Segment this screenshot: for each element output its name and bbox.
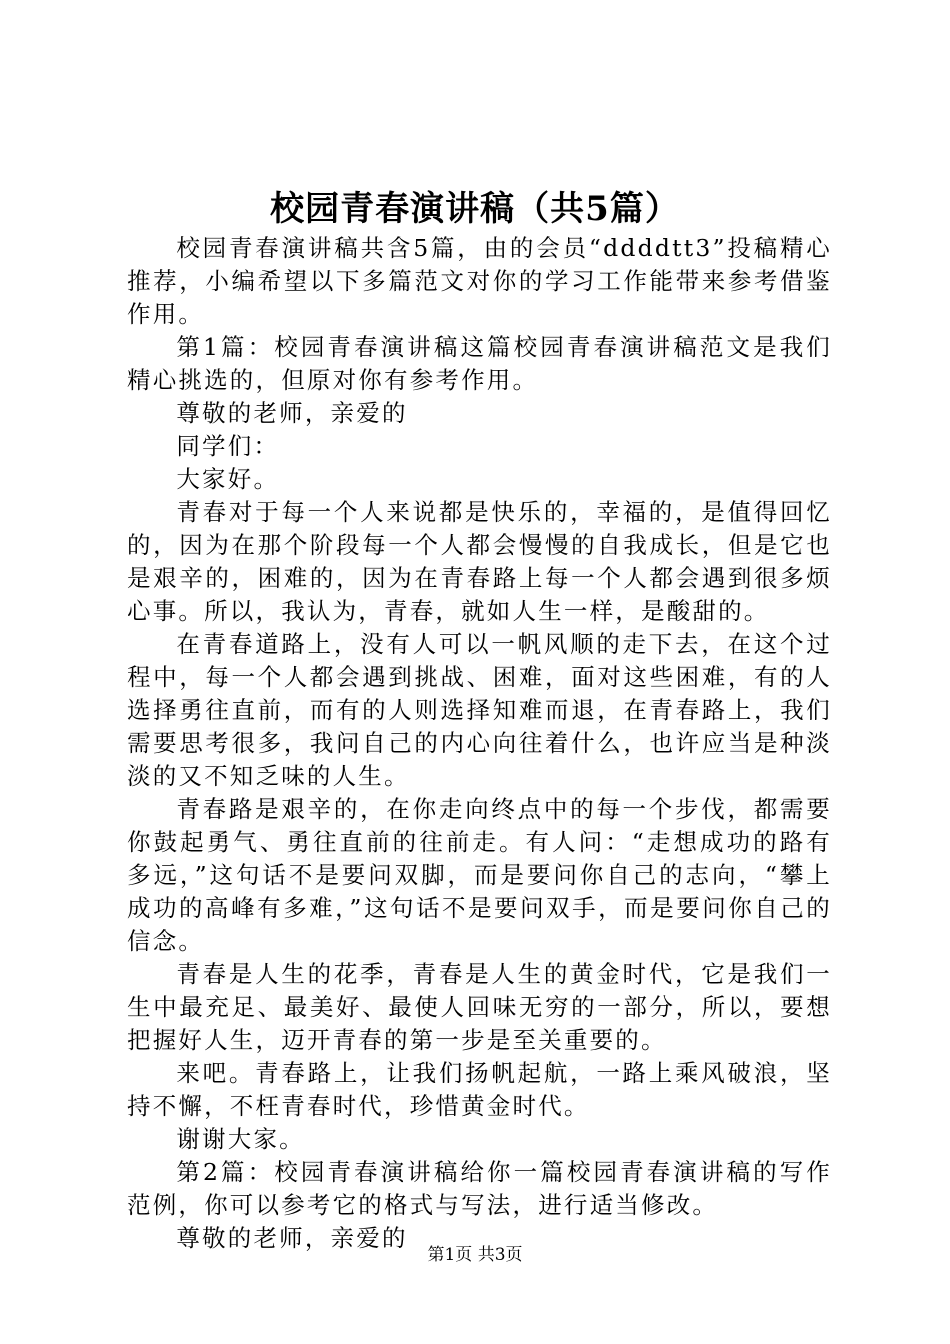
page-footer: 第1页 共3页 [427, 1245, 523, 1265]
paragraph: 第1篇：校园青春演讲稿这篇校园青春演讲稿范文是我们精心挑选的，但原对你有参考作用。 [127, 333, 832, 394]
paragraph: 青春路是艰辛的，在你走向终点中的每一个步伐，都需要你鼓起勇气、勇往直前的往前走。有人问：“走想成功的路有多远，”这句话不是要问双脚，而是要问你自己的志向，“攀上成功的高峰有多难，”这句话不是要问双手，而是要问你自己的信念。 [127, 795, 832, 955]
paragraph: 大家好。 [176, 465, 280, 493]
paragraph: 尊敬的老师，亲爱的 [176, 399, 408, 427]
paragraph: 同学们： [176, 432, 280, 460]
paragraph: 青春对于每一个人来说都是快乐的，幸福的，是值得回忆的，因为在那个阶段每一个人都会慢慢的自我成长，但是它也是艰辛的，困难的，因为在青春路上每一个人都会遇到很多烦心事。所以，我认为，青春，就如人生一样，是酸甜的。 [127, 498, 832, 625]
paragraph: 青春是人生的花季，青春是人生的黄金时代，它是我们一生中最充足、最美好、最使人回味无穷的一部分，所以，要想把握好人生，迈开青春的第一步是至关重要的。 [127, 960, 832, 1054]
paragraph: 校园青春演讲稿共含5篇，由的会员“ddddtt3”投稿精心推荐，小编希望以下多篇范文对你的学习工作能带来参考借鉴作用。 [127, 234, 832, 328]
paragraph: 第2篇：校园青春演讲稿给你一篇校园青春演讲稿的写作范例，你可以参考它的格式与写法，进行适当修改。 [127, 1158, 832, 1219]
paragraph: 尊敬的老师，亲爱的 [176, 1224, 408, 1252]
document-body [127, 232, 832, 1255]
paragraph: 来吧。青春路上，让我们扬帆起航，一路上乘风破浪，坚持不懈，不枉青春时代，珍惜黄金时代。 [127, 1059, 832, 1120]
paragraph: 谢谢大家。 [176, 1125, 305, 1153]
paragraph: 在青春道路上，没有人可以一帆风顺的走下去，在这个过程中，每一个人都会遇到挑战、困难，面对这些困难，有的人选择勇往直前，而有的人则选择知难而退，在青春路上，我们需要思考很多，我问自己的内心向往着什么，也许应当是种淡淡的又不知乏味的人生。 [127, 630, 832, 790]
document-title: 校园青春演讲稿（共5篇） [270, 189, 680, 229]
